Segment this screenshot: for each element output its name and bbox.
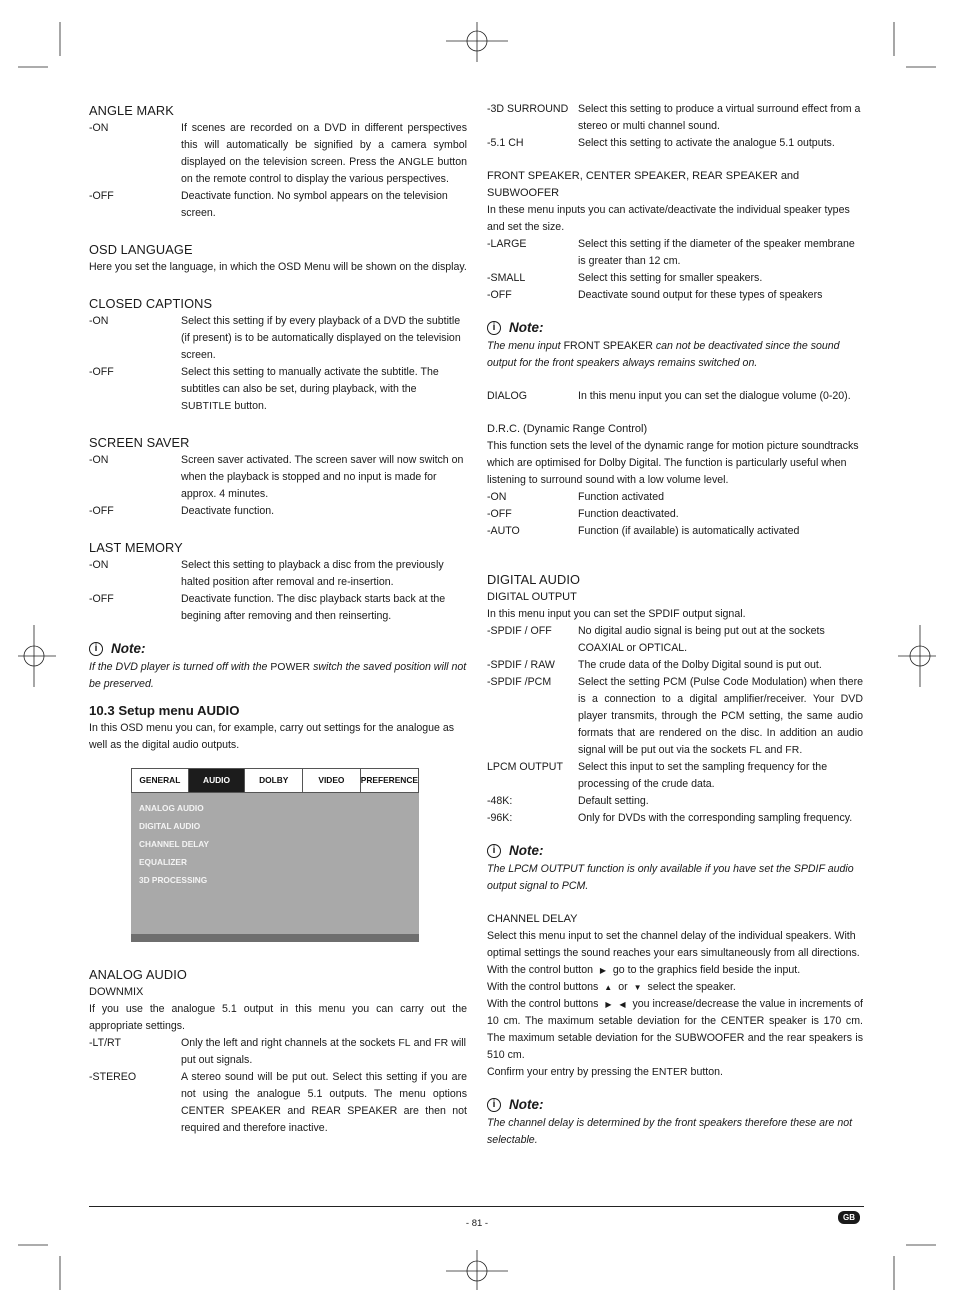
option-key: -ON [89, 122, 109, 134]
option-key: -OFF [89, 505, 114, 517]
osd-tab-audio: AUDIO [189, 769, 246, 792]
drc-section [487, 421, 863, 540]
option-text: Screen saver activated. The screen saver will now switch on when the playback is stopped and no input is made for approx. 4 minutes. [181, 454, 464, 500]
osd-menu-item: DIGITAL AUDIO [139, 821, 201, 831]
section-heading: D.R.C. (Dynamic Range Control) [487, 423, 648, 435]
option-text: Only for DVDs with the corresponding sampling frequency. [578, 812, 853, 824]
option-row [487, 506, 863, 523]
osd-tab-bar [131, 768, 419, 793]
section-heading: CLOSED CAPTIONS [89, 296, 213, 311]
note-box [89, 639, 467, 693]
option-row [89, 503, 467, 520]
osd-tab-dolby: DOLBY [245, 769, 303, 792]
option-text: Deactivate function. [181, 505, 275, 517]
option-row [89, 364, 467, 415]
section-text: With the control button ▶ go to the graphics field beside the input. [487, 962, 863, 979]
section-heading: SCREEN SAVER [89, 435, 190, 450]
option-text: Deactivate sound output for these types of speakers [578, 289, 823, 301]
option-row [487, 793, 863, 810]
option-row [487, 236, 863, 270]
option-key: -3D SURROUND [487, 103, 569, 115]
section-text: With the control buttons ▲ or ▼ select the speaker. [487, 979, 863, 996]
button-name: SUBTITLE [181, 401, 232, 412]
note-text: If the DVD player is turned off with the POWER switch the saved position will not be preserved. [89, 661, 467, 690]
note-text: The LPCM OUTPUT function is only available if you have set the SPDIF audio output signal to PCM. [487, 863, 854, 892]
section-text: With the control buttons ▶ ◀ you increase/decrease the value in increments of 10 cm. The maximum setable deviation for the CENTER speaker is 170 cm. The maximum setable deviation for the SUBWOOFER and the rear speakers is 510 cm. [487, 998, 863, 1061]
option-text: Select this setting for smaller speakers. [578, 272, 763, 284]
option-text: A stereo sound will be put out. Select this setting if you are not using the analogue 5.1 outputs. The menu options CENTER SPEAKER and REAR SPEAKER are then not required and therefore inactive. [181, 1071, 468, 1134]
note-title: i Note: [487, 318, 863, 338]
setup-audio-section [89, 701, 467, 754]
option-key: -ON [89, 454, 109, 466]
option-key: -5.1 CH [487, 137, 524, 149]
option-text: The crude data of the Dolby Digital sound is put out. [578, 659, 822, 671]
option-text: Select this setting to manually activate the subtitle. The subtitles can also be set, during playback, with the SUBTITLE button. [181, 366, 439, 412]
option-key: LPCM OUTPUT [487, 761, 563, 773]
option-text: If scenes are recorded on a DVD in different perspectives this will automatically be signified by a camera symbol displayed on the television screen. Press the ANGLE button on the remote control to display the various perspectives. [181, 122, 467, 185]
info-icon: i [487, 321, 501, 335]
note-title: i Note: [89, 639, 467, 659]
section-heading: DIGITAL AUDIO [487, 572, 581, 587]
section-text: In this menu input you can set the SPDIF output signal. [487, 608, 746, 620]
note-box [487, 841, 863, 895]
option-key: -SPDIF /PCM [487, 676, 552, 688]
option-key: -48K: [487, 795, 513, 807]
info-icon: i [487, 1098, 501, 1112]
option-text: Only the left and right channels at the sockets FL and FR will put out signals. [181, 1037, 466, 1066]
button-name: ANGLE [398, 157, 434, 168]
note-text: The menu input FRONT SPEAKER can not be deactivated since the sound output for the front speakers always remains switched on. [487, 340, 840, 369]
section-text: In these menu inputs you can activate/deactivate the individual speaker types and set the size. [487, 204, 850, 233]
option-key: -ON [89, 559, 109, 571]
section-heading: ANGLE MARK [89, 103, 174, 118]
option-text: No digital audio signal is being put out at the sockets COAXIAL or OPTICAL. [578, 625, 825, 654]
option-row [487, 523, 863, 540]
section-text: Here you set the language, in which the OSD Menu will be shown on the display. [89, 261, 467, 273]
section-text: If you use the analogue 5.1 output in this menu you can carry out the appropriate settings. [89, 1003, 467, 1032]
last-memory-section [89, 538, 467, 625]
page-number: - 81 - [465, 1218, 489, 1229]
option-key: -OFF [89, 593, 114, 605]
option-text: Select this setting to activate the analogue 5.1 outputs. [578, 137, 835, 149]
option-key: -LARGE [487, 238, 527, 250]
option-key: -96K: [487, 812, 513, 824]
osd-tab-video: VIDEO [303, 769, 361, 792]
option-text: Function (if available) is automatically activated [578, 525, 800, 537]
arrow-right-icon: ▶ [605, 1000, 612, 1009]
option-text: Function deactivated. [578, 508, 679, 520]
option-text: Select this setting to produce a virtual surround effect from a stereo or multi channel sound. [578, 103, 861, 132]
button-name: POWER [270, 662, 311, 673]
option-key: DIALOG [487, 390, 528, 402]
option-row [487, 287, 863, 304]
right-column [487, 101, 863, 1149]
button-name: ENTER [651, 1067, 688, 1078]
section-text: In this OSD menu you can, for example, carry out settings for the analogue as well as the digital audio outputs. [89, 722, 455, 751]
note-title: i Note: [487, 1095, 863, 1115]
osd-tab-general: GENERAL [132, 769, 189, 792]
section-text: Select this menu input to set the channel delay of the individual speakers. With optimal settings the sound reaches your ears simultaneously from all directions. [487, 930, 860, 959]
option-key: -AUTO [487, 525, 520, 537]
option-text: Select this setting if by every playback of a DVD the subtitle (if present) is to be automatically displayed on the television screen. [181, 315, 461, 361]
note-text: The channel delay is determined by the front speakers therefore these are not selectable. [487, 1117, 853, 1146]
section-heading: OSD LANGUAGE [89, 242, 193, 257]
option-key: -OFF [89, 366, 114, 378]
closed-captions-section [89, 294, 467, 415]
osd-tab-preference: PREFERENCE [360, 775, 418, 785]
osd-menu-item: ANALOG AUDIO [139, 803, 204, 813]
option-row [487, 489, 863, 506]
option-key: -STEREO [89, 1071, 137, 1083]
option-key: -LT/RT [89, 1037, 121, 1049]
option-row [487, 623, 863, 657]
osd-menu-item: EQUALIZER [139, 857, 187, 867]
option-text: Deactivate function. No symbol appears on the television screen. [181, 190, 448, 219]
note-title: i Note: [487, 841, 863, 861]
screen-saver-section [89, 433, 467, 520]
option-row [89, 188, 467, 222]
section-heading: LAST MEMORY [89, 540, 183, 555]
section-text: This function sets the level of the dynamic range for motion picture soundtracks which are optimised for Dolby Digital. The function is particularly useful when listening to surround sound with a low volume level. [487, 440, 859, 486]
option-text: Select the setting PCM (Pulse Code Modulation) when there is a connection to a digital amplifier/receiver. Your DVD player transmits, through the PCM setting, the same audio formats that are rendered on the disc. In addition an audio signal will be put out via the sockets FL and FR. [578, 676, 863, 756]
option-row [89, 120, 467, 188]
section-text: Confirm your entry by pressing the ENTER button. [487, 1066, 723, 1078]
option-row [487, 759, 863, 793]
option-key: -OFF [487, 289, 512, 301]
section-heading: CHANNEL DELAY [487, 913, 578, 925]
option-row [487, 135, 863, 152]
section-title: 10.3 Setup menu AUDIO [89, 703, 240, 718]
arrow-left-icon: ◀ [619, 1000, 626, 1009]
osd-status-bar [131, 934, 419, 942]
option-key: -SPDIF / OFF [487, 625, 552, 637]
option-key: -SPDIF / RAW [487, 659, 555, 671]
option-text: Function activated [578, 491, 664, 503]
option-row [487, 270, 863, 287]
option-text: Select this setting if the diameter of the speaker membrane is greater than 12 cm. [578, 238, 855, 267]
channel-delay-section [487, 911, 863, 1081]
option-row [487, 810, 863, 827]
section-heading: ANALOG AUDIO [89, 967, 187, 982]
option-row [89, 557, 467, 591]
section-subheading: DOWNMIX [89, 986, 144, 998]
option-row [89, 313, 467, 364]
option-key: -SMALL [487, 272, 526, 284]
osd-menu-item: CHANNEL DELAY [139, 839, 210, 849]
info-icon: i [89, 642, 103, 656]
option-row [487, 657, 863, 674]
option-text: In this menu input you can set the dialogue volume (0-20). [578, 390, 851, 402]
arrow-right-icon: ▶ [599, 966, 607, 975]
option-text: Select this input to set the sampling frequency for the processing of the crude data. [578, 761, 828, 790]
option-key: -ON [487, 491, 507, 503]
osd-menu-item: 3D PROCESSING [139, 875, 208, 885]
option-text: Deactivate function. The disc playback starts back at the begining after removing and then reinserting. [181, 593, 446, 622]
arrow-up-icon: ▲ [604, 983, 613, 992]
note-box [487, 318, 863, 372]
option-row [89, 1069, 467, 1137]
osd-menu-panel [131, 793, 419, 934]
speakers-section [487, 168, 863, 304]
digital-audio-section [487, 570, 863, 827]
note-box [487, 1095, 863, 1149]
analog-audio-section [89, 965, 467, 1137]
option-key: -OFF [89, 190, 114, 202]
info-icon: i [487, 844, 501, 858]
osd-language-section [89, 240, 467, 276]
option-row [487, 388, 863, 405]
osd-menu-screenshot [131, 768, 419, 941]
option-text: Select this setting to playback a disc from the previously halted position after removal and re-insertion. [181, 559, 444, 588]
option-row [487, 674, 863, 759]
language-badge: GB [838, 1211, 860, 1224]
section-subheading: DIGITAL OUTPUT [487, 591, 577, 603]
option-row [89, 1035, 467, 1069]
option-key: -ON [89, 315, 109, 327]
option-key: -OFF [487, 508, 512, 520]
option-row [89, 591, 467, 625]
option-row [89, 452, 467, 503]
option-text: Default setting. [578, 795, 649, 807]
option-row [487, 101, 863, 135]
angle-mark-section [89, 101, 467, 222]
left-column [89, 101, 467, 1137]
section-heading: FRONT SPEAKER, CENTER SPEAKER, REAR SPEAKER and SUBWOOFER [487, 170, 800, 199]
arrow-down-icon: ▼ [633, 983, 642, 992]
footer-rule [89, 1206, 864, 1207]
